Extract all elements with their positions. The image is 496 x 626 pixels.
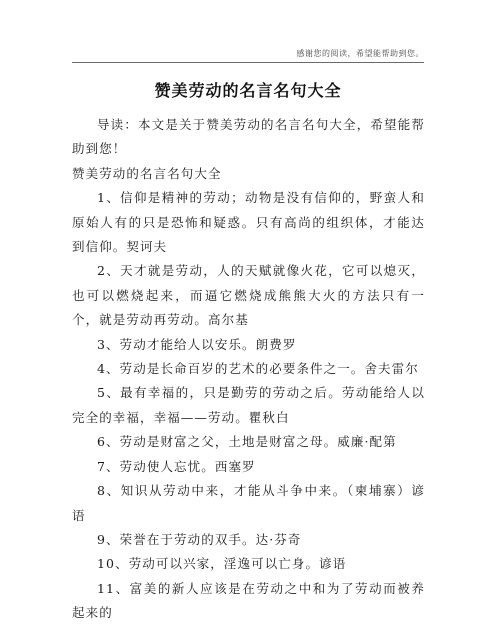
quote-item-3: 3、劳动才能给人以安乐。朗费罗 <box>97 336 297 352</box>
section-heading: 赞美劳动的名言名句大全 <box>72 165 222 181</box>
intro-paragraph: 导读：本文是关于赞美劳动的名言名句大全，希望能帮助到您！ <box>72 117 425 157</box>
quote-item-7: 7、劳动使人忘忧。西塞罗 <box>97 458 256 474</box>
quote-item-5: 5、最有幸福的，只是勤劳的劳动之后。劳动能给人以完全的幸福，幸福——劳动。瞿秋白 <box>72 385 425 425</box>
quote-item-2: 2、天才就是劳动，人的天赋就像火花，它可以熄灭，也可以燃烧起来，而逼它燃烧成熊熊大火的方法只有一个，就是劳动再劳动。高尔基 <box>72 263 425 328</box>
quote-item-1: 1、信仰是精神的劳动；动物是没有信仰的，野蛮人和原始人有的只是恐怖和疑惑。只有高尚的组织体，才能达到信仰。契诃夫 <box>72 190 425 255</box>
document-body <box>72 113 425 626</box>
page-title: 赞美劳动的名言名句大全 <box>154 81 342 100</box>
quote-item-6: 6、劳动是财富之父，土地是财富之母。威廉·配第 <box>97 434 397 450</box>
header-divider <box>72 62 424 63</box>
quote-item-11: 11、富美的新人应该是在劳动之中和为了劳动而被养起来的 <box>72 580 425 621</box>
quote-item-10: 10、劳动可以兴家，淫逸可以亡身。谚语 <box>97 556 347 572</box>
quote-item-9: 9、荣誉在于劳动的双手。达·芬奇 <box>97 531 302 547</box>
quote-item-4: 4、劳动是长命百岁的艺术的必要条件之一。舍夫雷尔 <box>97 361 419 377</box>
quote-item-8: 8、知识从劳动中来，才能从斗争中来。（柬埔寨）谚语 <box>72 483 425 523</box>
header-note: 感谢您的阅读，希望能帮助到您。 <box>296 49 424 58</box>
